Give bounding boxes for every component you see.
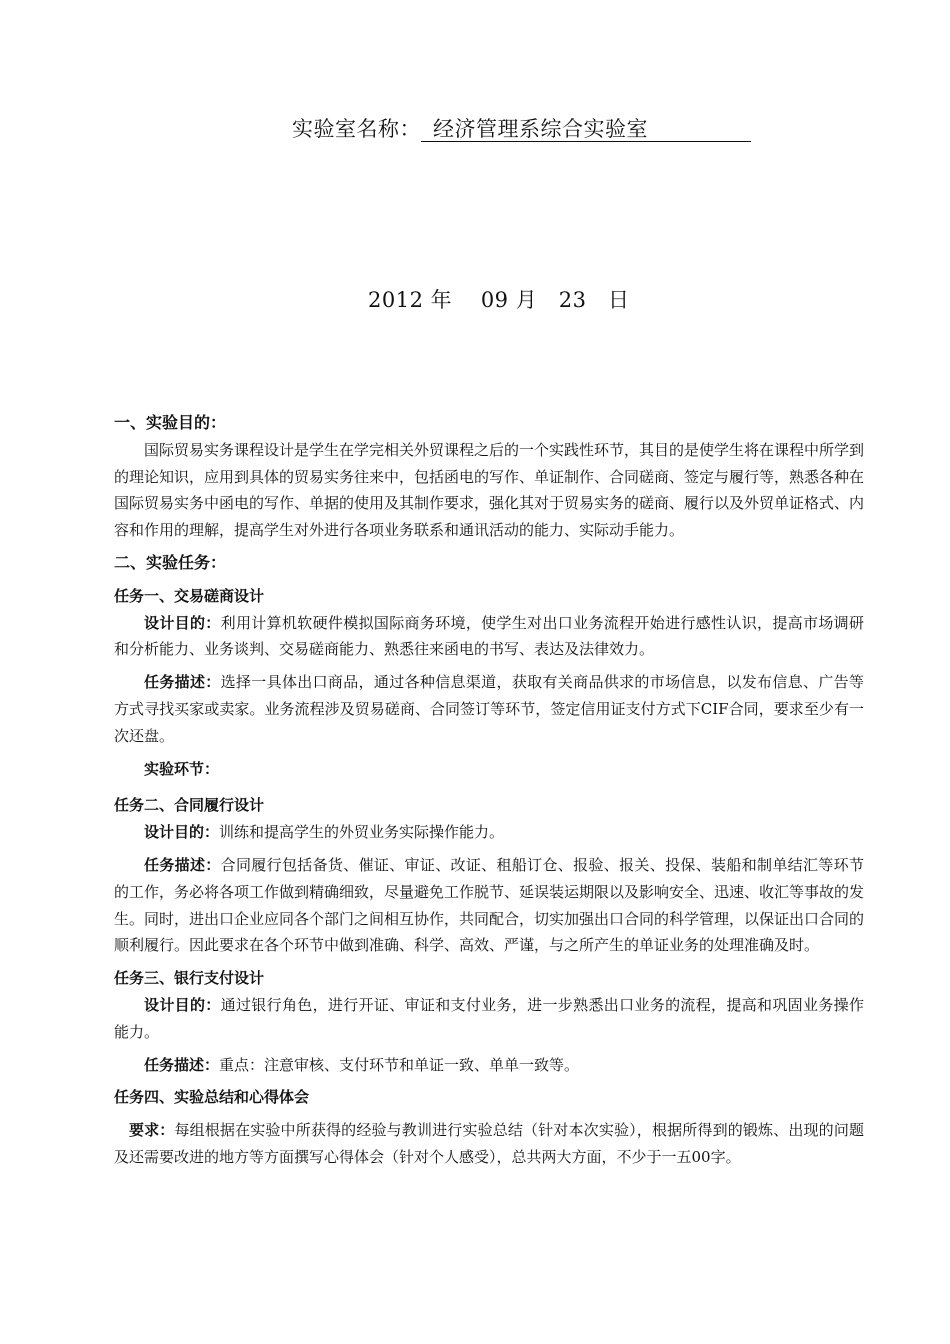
purpose-paragraph: 国际贸易实务课程设计是学生在学完相关外贸课程之后的一个实践性环节，其目的是使学生将在课程中所学到的理论知识，应用到具体的贸易实务往来中，包括函电的写作、单证制作、合同磋商、签定与履行等，熟悉各种在国际贸易实务中函电的写作、单据的使用及其制作要求，强化其对于贸易实务的磋商、履行以及外贸单证格式、内容和作用的理解，提高学生对外进行各项业务联系和通讯活动的能力、实际动手能力。 — [114, 440, 865, 540]
task4-title: 任务四、实验总结和心得体会 — [114, 1088, 310, 1107]
task2-purpose-label: 设计目的： — [144, 823, 220, 842]
task2-purpose-text: 训练和提高学生的外贸业务实际操作能力。 — [219, 823, 505, 842]
task1-steps — [114, 756, 864, 783]
task3-desc-label: 任务描述： — [144, 1055, 220, 1074]
section-title-tasks: 二、实验任务： — [114, 552, 227, 572]
task4-req-label: 要求： — [129, 1121, 175, 1140]
task3-purpose-text: 通过银行角色，进行开证、审证和支付业务，进一步熟悉出口业务的流程，提高和巩固业务操作能力。 — [114, 995, 864, 1041]
task1-desc-text: 选择一具体出口商品，通过各种信息渠道，获取有关商品供求的市场信息，以发布信息、广告等方式寻找买家或卖家。业务流程涉及贸易磋商、合同签订等环节，签定信用证支付方式下CIF合同，要求至少有一次还盘。 — [114, 673, 864, 745]
task2-desc-label: 任务描述： — [144, 855, 221, 874]
document-body — [114, 410, 864, 1171]
task4-requirement — [114, 1117, 864, 1171]
section-title-purpose: 一、实验目的： — [114, 413, 227, 432]
task2-desc-text: 合同履行包括备货、催证、审证、改证、租船订仓、报验、报关、投保、装船和制单结汇等环节的工作，务必将各项工作做到精确细致，尽量避免工作脱节、延误装运期限以及影响安全、迅速、收汇等事故的发生。同时，进出口企业应同各个部门之间相互协作，共同配合，切实加强出口合同的科学管理，以保证出口合同的顺利履行。因此要求在各个环节中做到准确、科学、高效、严谨，与之所产生的单证业务的处理准确及时。 — [114, 855, 865, 955]
task3-purpose-label: 设计目的： — [144, 995, 221, 1014]
task1-purpose — [114, 610, 864, 664]
task3-title: 任务三、银行支付设计 — [114, 969, 265, 988]
task2-description — [114, 852, 864, 959]
lab-name-value: 经济管理系综合实验室 — [421, 117, 751, 142]
task1-title: 任务一、交易磋商设计 — [114, 586, 265, 605]
task2-purpose — [114, 819, 864, 846]
lab-name-label: 实验室名称： — [292, 117, 421, 141]
task3-purpose — [114, 992, 864, 1046]
task2-title: 任务二、合同履行设计 — [114, 796, 265, 815]
lab-name-line — [292, 113, 751, 143]
task1-desc-label: 任务描述： — [144, 673, 221, 692]
task1-steps-label: 实验环节： — [144, 759, 220, 778]
report-date: 2012 年 09 月 23 日 — [368, 288, 630, 312]
task1-description — [114, 669, 864, 749]
task3-desc-text: 重点：注意审核、支付环节和单证一致、单单一致等。 — [219, 1055, 580, 1074]
task1-purpose-label: 设计目的： — [144, 613, 221, 632]
task3-description — [114, 1052, 864, 1079]
task1-purpose-text: 利用计算机软硬件模拟国际商务环境，使学生对出口业务流程开始进行感性认识，提高市场调研和分析能力、业务谈判、交易磋商能力、熟悉往来函电的书写、表达及法律效力。 — [114, 613, 864, 659]
task4-req-text: 每组根据在实验中所获得的经验与教训进行实验总结（针对本次实验），根据所得到的锻炼、出现的问题及还需要改进的地方等方面撰写心得体会（针对个人感受），总共两大方面，不少于一五00字。 — [114, 1121, 864, 1166]
